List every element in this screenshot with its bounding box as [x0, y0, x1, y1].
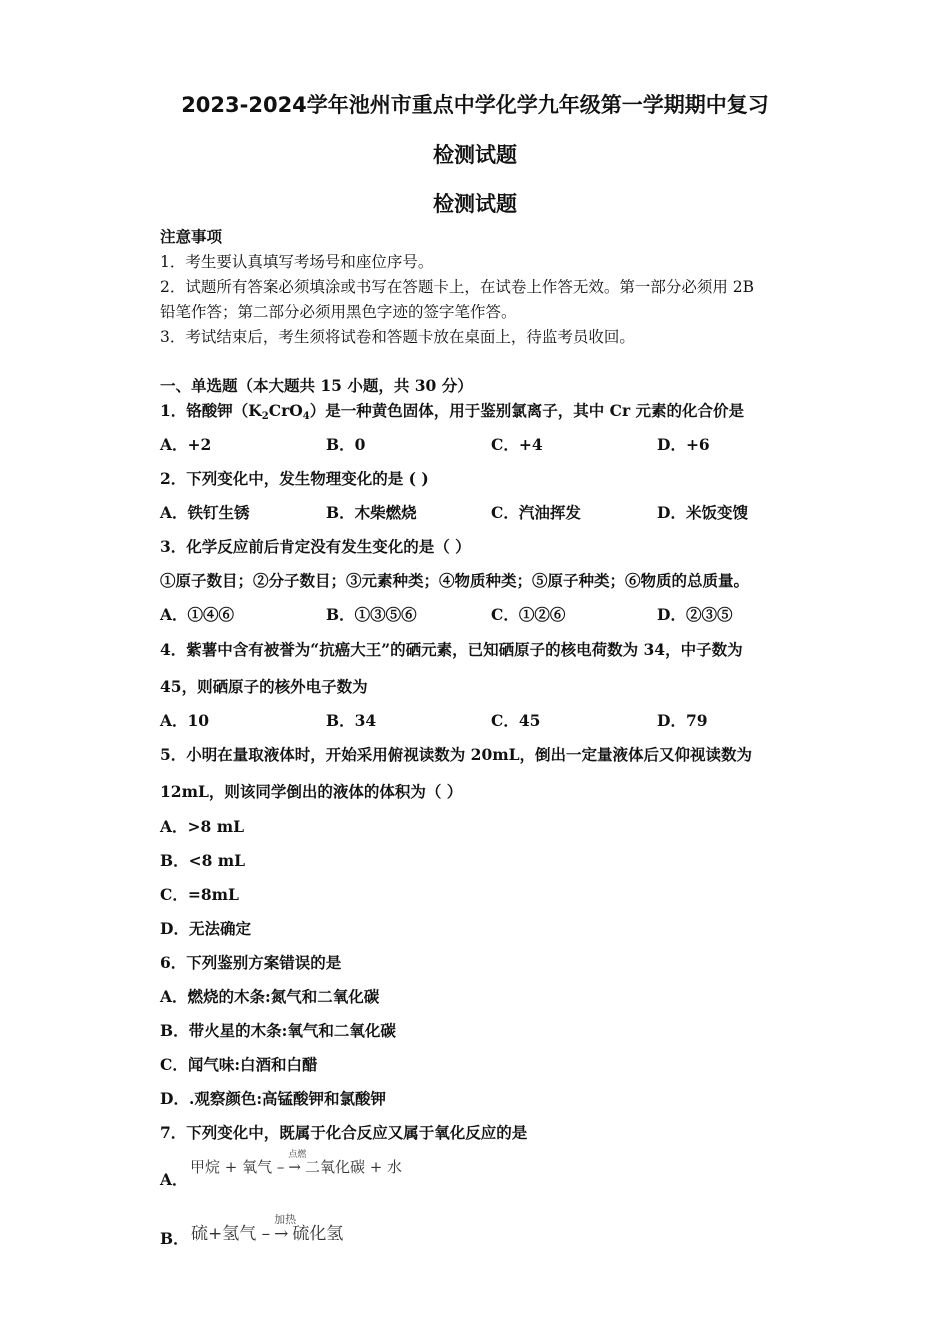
q7-stem: 7．下列变化中，既属于化合反应又属于氧化反应的是 [160, 1123, 528, 1142]
q5-option-d: D．无法确定 [160, 919, 251, 938]
q3-items: ①原子数目；②分子数目；③元素种类；④物质种类；⑤原子种类；⑥物质的总质量。 [160, 571, 750, 590]
q5-option-c: C．=8mL [160, 885, 239, 904]
exam-title-line1: 2023-2024学年池州市重点中学化学九年级第一学期期中复习 [181, 93, 769, 117]
exam-title-line3: 检测试题 [433, 192, 517, 216]
reaction-arrow-icon: 点燃 → [288, 1150, 307, 1176]
q7-option-b-label: B． [160, 1229, 189, 1248]
q3-stem: 3．化学反应前后肯定没有发生变化的是（ ） [160, 537, 471, 556]
q1-option-c: C．+4 [491, 435, 543, 454]
q4-option-c: C．45 [491, 711, 541, 730]
reaction-arrow-icon: 加热 → [274, 1213, 297, 1244]
q1-option-d: D．+6 [657, 435, 710, 454]
notice-item-1: 1．考生要认真填写考场号和座位序号。 [160, 253, 434, 271]
q7-option-a-equation: 甲烷 + 氧气 – 点燃 → 二氧化碳 + 水 [190, 1150, 403, 1176]
q7-option-a-label: A． [160, 1170, 188, 1189]
notice-item-2: 2．试题所有答案必须填涂或书写在答题卡上，在试卷上作答无效。第一部分必须用 2B [160, 278, 755, 296]
q3-option-b: B．①③⑤⑥ [326, 605, 417, 624]
q7-option-b-equation: 硫+氢气 – 加热 → 硫化氢 [191, 1213, 344, 1244]
q4-stem-line2: 45，则硒原子的核外电子数为 [160, 677, 368, 696]
q2-option-c: C．汽油挥发 [491, 503, 581, 522]
q5-option-b: B．<8 mL [160, 851, 246, 870]
q6-option-c: C．闻气味:白酒和白醋 [160, 1055, 318, 1074]
q2-option-a: A．铁钉生锈 [160, 503, 250, 522]
q3-option-a: A．①④⑥ [160, 605, 235, 624]
q6-option-a: A．燃烧的木条:氮气和二氧化碳 [160, 987, 380, 1006]
section-heading: 一、单选题（本大题共 15 小题，共 30 分） [160, 376, 473, 395]
q1-option-b: B．0 [326, 435, 366, 454]
q2-option-d: D．米饭变馊 [657, 503, 748, 522]
notice-item-2-cont: 铅笔作答；第二部分必须用黑色字迹的签字笔作答。 [160, 303, 517, 321]
q4-option-b: B．34 [326, 711, 377, 730]
q1-option-a: A．+2 [160, 435, 212, 454]
q4-option-a: A．10 [160, 711, 210, 730]
notice-heading: 注意事项 [160, 227, 223, 246]
q5-stem-line2: 12mL，则该同学倒出的液体的体积为（ ） [160, 782, 463, 801]
q3-option-d: D．②③⑤ [657, 605, 733, 624]
q5-option-a: A．>8 mL [160, 817, 244, 836]
notice-item-3: 3．考试结束后，考生须将试卷和答题卡放在桌面上，待监考员收回。 [160, 328, 635, 346]
q4-option-d: D．79 [657, 711, 708, 730]
q2-stem: 2．下列变化中，发生物理变化的是 ( ) [160, 469, 429, 488]
exam-title-line2: 检测试题 [433, 143, 517, 167]
q4-stem-line1: 4．紫薯中含有被誉为“抗癌大王”的硒元素，已知硒原子的核电荷数为 34，中子数为 [160, 640, 743, 659]
q1-stem: 1．铬酸钾$(K_2CrO_4)$是一种黄色固体，用于鉴别氯离子，其中 Cr 元素的化合价是 [160, 401, 745, 422]
q6-stem: 6．下列鉴别方案错误的是 [160, 953, 342, 972]
q3-option-c: C．①②⑥ [491, 605, 566, 624]
q6-option-b: B．带火星的木条:氧气和二氧化碳 [160, 1021, 396, 1040]
q5-stem-line1: 5．小明在量取液体时，开始采用俯视读数为 20mL，倒出一定量液体后又仰视读数为 [160, 745, 753, 764]
q2-option-b: B．木柴燃烧 [326, 503, 417, 522]
q6-option-d: D．.观察颜色:高锰酸钾和氯酸钾 [160, 1089, 387, 1108]
